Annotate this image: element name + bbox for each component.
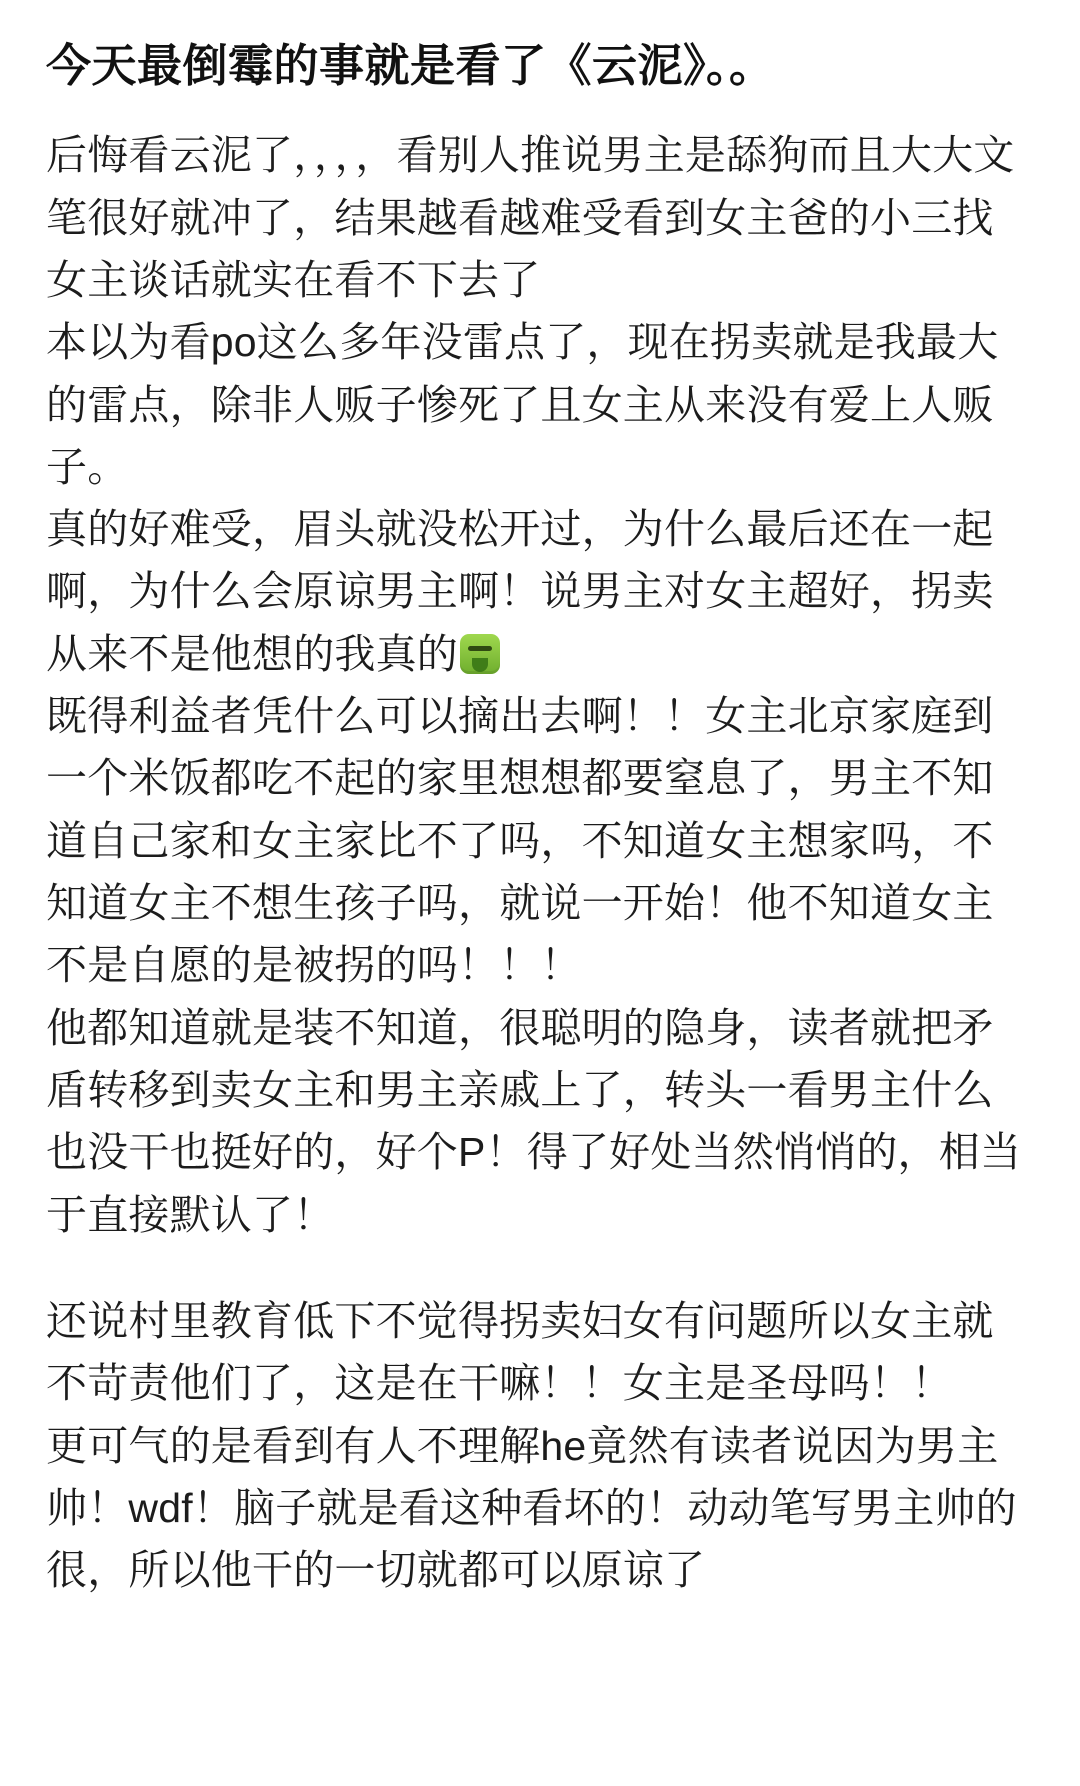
nauseated-face-emoji	[460, 634, 500, 674]
paragraph-2	[46, 311, 1034, 498]
paragraph-1	[46, 124, 1034, 311]
paragraph-text: 后悔看云泥了，，，，看别人推说男主是舔狗而且大大文笔很好就冲了，结果越看越难受看到女主爸的小三找女主谈话就实在看不下去了	[46, 132, 1015, 303]
paragraph-4	[46, 685, 1034, 997]
paragraph-5	[46, 997, 1034, 1246]
post-body	[44, 124, 1036, 1601]
page-title: 今天最倒霉的事就是看了《云泥》。。	[46, 40, 775, 91]
paragraph-text: 本以为看po这么多年没雷点了，现在拐卖就是我最大的雷点，除非人贩子惨死了且女主从来没有爱上人贩子。	[46, 319, 999, 490]
paragraph-text: 更可气的是看到有人不理解he竟然有读者说因为男主帅！wdf！脑子就是看这种看坏的！动动笔写男主帅的很，所以他干的一切就都可以原谅了	[46, 1422, 1017, 1594]
paragraph-text: 他都知道就是装不知道，很聪明的隐身，读者就把矛盾转移到卖女主和男主亲戚上了，转头一看男主什么也没干也挺好的，好个P！得了好处当然悄悄的，相当于直接默认了！	[46, 1004, 1022, 1238]
paragraph-3	[46, 498, 1034, 685]
paragraph-text: 既得利益者凭什么可以摘出去啊！！女主北京家庭到一个米饭都吃不起的家里想想都要窒息了，男主不知道自己家和女主家比不了吗，不知道女主想家吗，不知道女主不想生孩子吗，就说一开始！他不知道女主不是自愿的是被拐的吗！！！	[46, 693, 994, 989]
paragraph-text: 真的好难受，眉头就没松开过，为什么最后还在一起啊，为什么会原谅男主啊！说男主对女主超好，拐卖从来不是他想的我真的	[46, 506, 994, 677]
paragraph-text: 还说村里教育低下不觉得拐卖妇女有问题所以女主就不苛责他们了，这是在干嘛！！女主是圣母吗！！	[46, 1297, 994, 1407]
paragraph-6	[46, 1290, 1034, 1415]
paragraph-7	[46, 1415, 1034, 1602]
